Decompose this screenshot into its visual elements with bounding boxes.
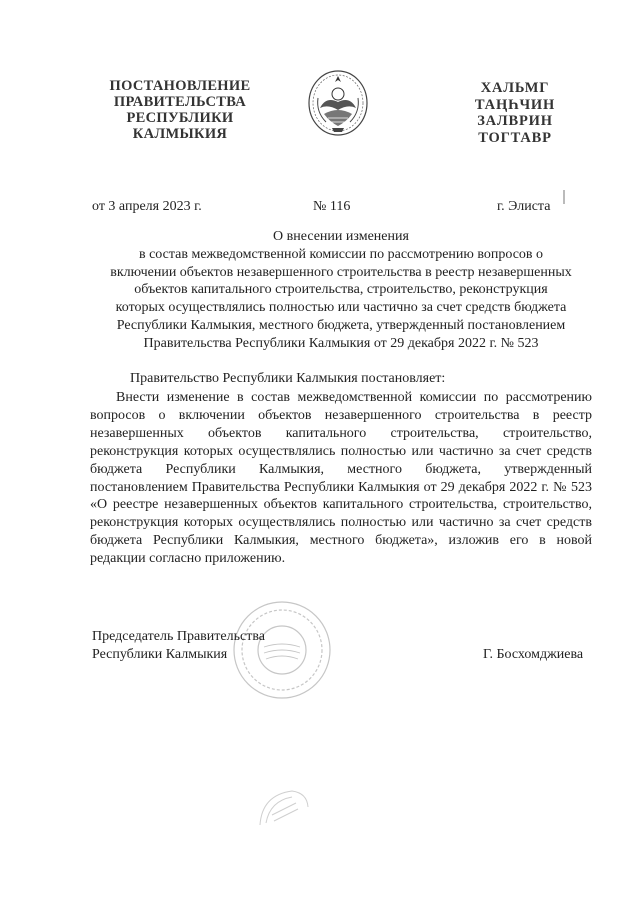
title-line: в состав межведомственной комиссии по рассмотрению вопросов о	[138, 246, 544, 262]
header-right-line: ТОГТАВР	[478, 129, 552, 146]
header-left-line: РЕСПУБЛИКИ	[126, 110, 234, 126]
header-right-line: ХАЛЬМГ	[480, 80, 550, 96]
header-left-line: ПРАВИТЕЛЬСТВА	[113, 94, 247, 110]
title-line: включении объектов незавершенного строительства в реестр незавершенных	[110, 264, 572, 280]
header-left-line: КАЛМЫКИЯ	[132, 126, 228, 142]
header-left-title	[95, 78, 265, 142]
signatory-title-line: Председатель Правительства	[92, 629, 265, 644]
title-line: которых осуществлялись полностью или частично за счет средств бюджета	[115, 300, 567, 316]
title-line: О внесении изменения	[273, 229, 409, 244]
faint-seal-icon	[252, 785, 312, 835]
title-line: Правительства Республики Калмыкия от 29 декабря 2022 г. № 523	[143, 335, 539, 351]
header-left-line: ПОСТАНОВЛЕНИЕ	[109, 78, 251, 94]
document-date: от 3 апреля 2023 г.	[92, 199, 202, 214]
signatory-title	[92, 628, 265, 663]
signatory-title-line: Республики Калмыкия	[92, 646, 228, 662]
resolution-body: Внести изменение в состав межведомственной комиссии по рассмотрению вопросов о включении объектов незавершенного строительства в реестр незавершенных объектов капитального строительства, строительство, реконструкция которых осуществлялись полностью или частично за счет средств бюджета Республики Калмыкия, местного бюджета, утвержденный постановлением Правительства Республики Калмыкия от 29 декабря 2022 г. № 523 «О реестре незавершенных объектов капитального строительства, строительство, реконструкция которых осуществлялись полностью или частично за счет средств бюджета Республики Калмыкия, местного бюджета», изложив его в новой редакции согласно приложению.	[90, 390, 592, 567]
document-number: № 116	[313, 199, 351, 214]
document-title	[90, 228, 592, 353]
header-right-line: ТАҢҺЧИН	[474, 96, 556, 113]
title-line: объектов капитального строительства, строительство, реконструкция	[134, 282, 548, 298]
scan-mark	[563, 190, 565, 204]
coat-of-arms-icon	[306, 68, 370, 138]
header-right-line: ЗАЛВРИН	[477, 113, 553, 129]
title-line: Республики Калмыкия, местного бюджета, утвержденный постановлением	[116, 317, 566, 333]
signatory-name: Г. Босхомджиева	[483, 647, 584, 662]
header-right-title	[455, 80, 575, 146]
document-city: г. Элиста	[497, 199, 551, 214]
resolution-intro: Правительство Республики Калмыкия постановляет:	[130, 371, 446, 386]
